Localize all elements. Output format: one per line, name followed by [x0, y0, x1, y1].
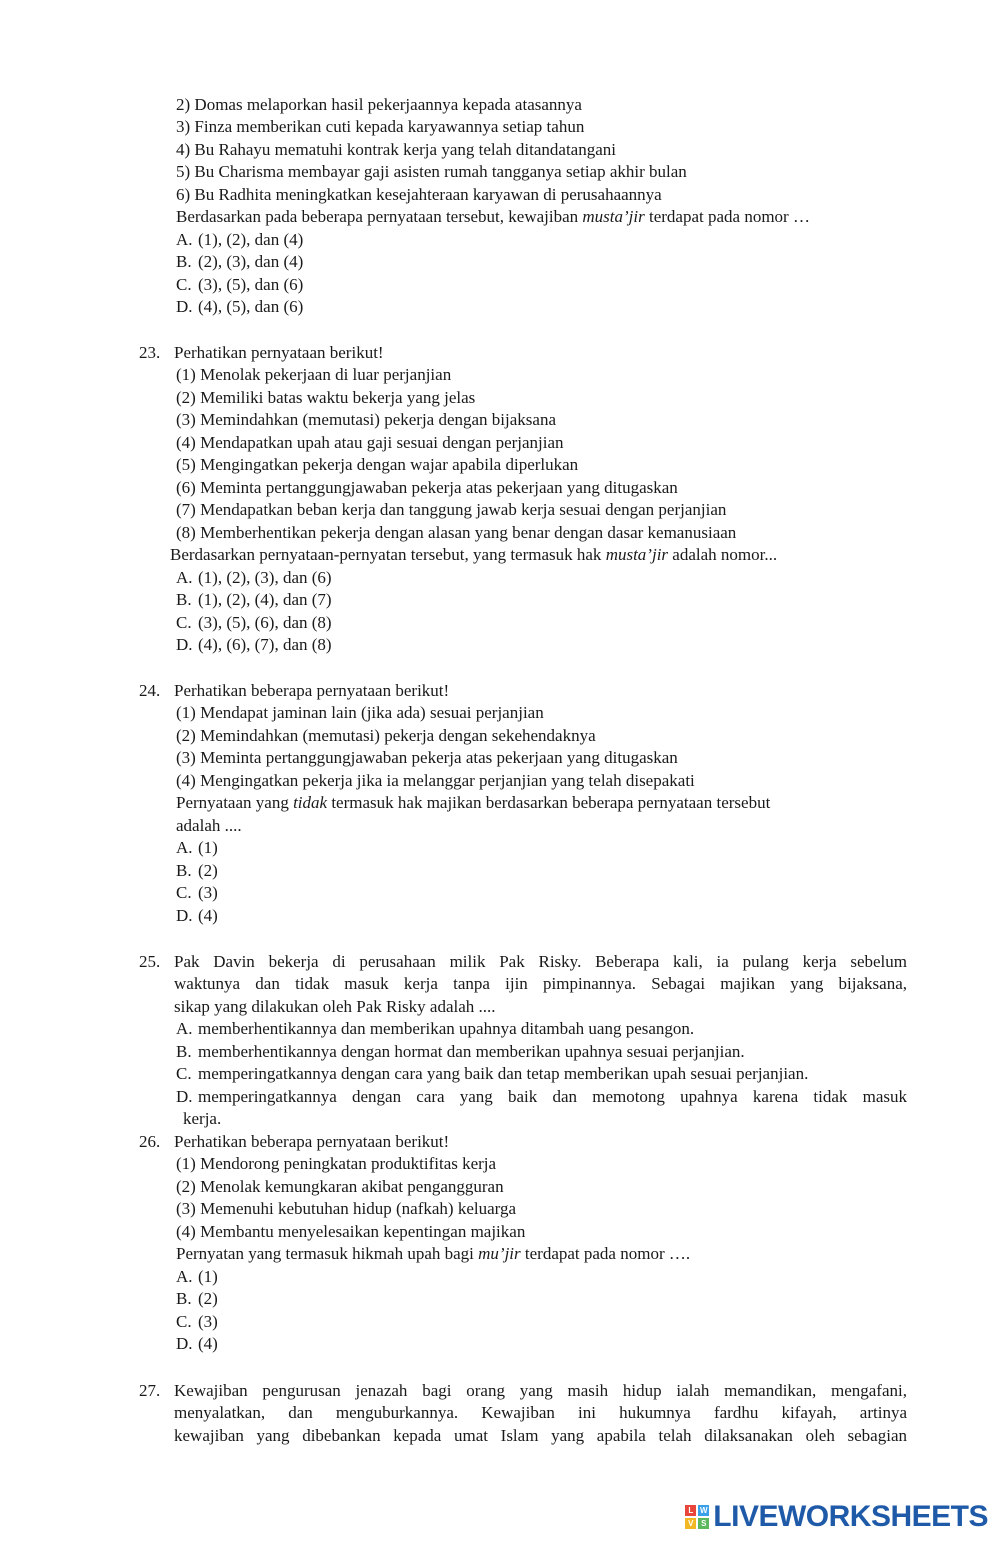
- list-item: (3) Memindahkan (memutasi) pekerja dengan bijaksana: [176, 410, 557, 429]
- question-text: Kewajiban pengurusan jenazah bagi orang yang masih hidup ialah memandikan, mengafani,: [174, 1381, 907, 1400]
- list-item: (4) Mengingatkan pekerja jika ia melanggar perjanjian yang telah disepakati: [176, 771, 695, 790]
- question-text: kewajiban yang dibebankan kepada umat Islam yang apabila telah dilaksanakan oleh sebagian: [174, 1426, 907, 1445]
- list-item: 6) Bu Radhita meningkatkan kesejahteraan karyawan di perusahaannya: [176, 185, 662, 204]
- liveworksheets-logo: [685, 1500, 988, 1534]
- answer-option-b[interactable]: B. (2): [176, 1289, 218, 1308]
- question-number: 24.: [139, 681, 161, 700]
- question-prompt: Pernyataan yang tidak termasuk hak majikan berdasarkan beberapa pernyataan tersebut: [176, 793, 771, 812]
- answer-option-c[interactable]: C. (3): [176, 1312, 218, 1331]
- answer-option-d[interactable]: D. (4), (6), (7), dan (8): [176, 635, 332, 654]
- logo-tile: L: [685, 1505, 696, 1516]
- question-number: 27.: [139, 1381, 161, 1400]
- question-text: menyalatkan, dan menguburkannya. Kewajiban ini hukumnya fardhu kifayah, artinya: [174, 1403, 907, 1422]
- list-item: (1) Menolak pekerjaan di luar perjanjian: [176, 365, 452, 384]
- list-item: (3) Meminta pertanggungjawaban pekerja atas pekerjaan yang ditugaskan: [176, 748, 678, 767]
- answer-option-c[interactable]: C. (3), (5), (6), dan (8): [176, 613, 332, 632]
- list-item: (3) Memenuhi kebutuhan hidup (nafkah) keluarga: [176, 1199, 517, 1218]
- list-item: 4) Bu Rahayu mematuhi kontrak kerja yang telah ditandatangani: [176, 140, 616, 159]
- list-item: 5) Bu Charisma membayar gaji asisten rumah tangganya setiap akhir bulan: [176, 162, 687, 181]
- list-item: (4) Mendapatkan upah atau gaji sesuai dengan perjanjian: [176, 433, 564, 452]
- list-item: (7) Mendapatkan beban kerja dan tanggung jawab kerja sesuai dengan perjanjian: [176, 500, 727, 519]
- list-item: 3) Finza memberikan cuti kepada karyawannya setiap tahun: [176, 117, 585, 136]
- answer-option-a[interactable]: A. (1): [176, 838, 218, 857]
- list-item: 2) Domas melaporkan hasil pekerjaannya kepada atasannya: [176, 95, 582, 114]
- liveworksheets-icon: [685, 1505, 709, 1529]
- logo-tile: W: [700, 1506, 708, 1515]
- list-item: (2) Menolak kemungkaran akibat pengangguran: [176, 1177, 504, 1196]
- answer-option-c[interactable]: C. memperingatkannya dengan cara yang baik dan tetap memberikan upah sesuai perjanjian.: [176, 1064, 809, 1083]
- question-number: 26.: [139, 1132, 161, 1151]
- list-item: (4) Membantu menyelesaikan kepentingan majikan: [176, 1222, 526, 1241]
- question-prompt: Berdasarkan pada beberapa pernyataan tersebut, kewajiban musta’jir terdapat pada nomor …: [176, 207, 810, 226]
- list-item: (2) Memindahkan (memutasi) pekerja dengan sekehendaknya: [176, 726, 596, 745]
- question-text: sikap yang dilakukan oleh Pak Risky adalah ....: [174, 997, 496, 1016]
- question-prompt: Berdasarkan pernyataan-pernyatan tersebut, yang termasuk hak musta’jir adalah nomor...: [170, 545, 778, 564]
- answer-option-d[interactable]: D. (4), (5), dan (6): [176, 297, 304, 316]
- answer-option-b[interactable]: B. (2): [176, 861, 218, 880]
- question-number: 25.: [139, 952, 161, 971]
- answer-option-b[interactable]: B. (1), (2), (4), dan (7): [176, 590, 332, 609]
- list-item: (2) Memiliki batas waktu bekerja yang jelas: [176, 388, 476, 407]
- logo-tile: V: [685, 1518, 696, 1529]
- question-text: Pak Davin bekerja di perusahaan milik Pak Risky. Beberapa kali, ia pulang kerja sebelum: [174, 952, 907, 971]
- answer-option-a[interactable]: A. (1), (2), dan (4): [176, 230, 304, 249]
- answer-option-d-cont: kerja.: [183, 1109, 222, 1128]
- logo-tile: S: [698, 1518, 709, 1529]
- list-item: (5) Mengingatkan pekerja dengan wajar apabila diperlukan: [176, 455, 579, 474]
- question-prompt: Pernyatan yang termasuk hikmah upah bagi mu’jir terdapat pada nomor ….: [176, 1244, 691, 1263]
- question-number: 23.: [139, 343, 161, 362]
- question-text: waktunya dan tidak masuk kerja tanpa ijin pimpinannya. Sebagai majikan yang bijaksana,: [174, 974, 907, 993]
- question-title: Perhatikan beberapa pernyataan berikut!: [174, 1132, 450, 1151]
- list-item: (6) Meminta pertanggungjawaban pekerja atas pekerjaan yang ditugaskan: [176, 478, 678, 497]
- answer-option-b[interactable]: B. (2), (3), dan (4): [176, 252, 304, 271]
- answer-option-d[interactable]: D. (4): [176, 906, 218, 925]
- answer-option-d[interactable]: D. memperingatkannya dengan cara yang baik dan memotong upahnya karena tidak masuk: [176, 1087, 907, 1106]
- brand-name: LIVEWORKSHEETS: [713, 1500, 988, 1533]
- answer-option-b[interactable]: B. memberhentikannya dengan hormat dan memberikan upahnya sesuai perjanjian.: [176, 1042, 745, 1061]
- answer-option-a[interactable]: A. memberhentikannya dan memberikan upahnya ditambah uang pesangon.: [176, 1019, 695, 1038]
- answer-option-d[interactable]: D. (4): [176, 1334, 218, 1353]
- question-title: Perhatikan beberapa pernyataan berikut!: [174, 681, 450, 700]
- list-item: (8) Memberhentikan pekerja dengan alasan yang benar dengan dasar kemanusiaan: [176, 523, 737, 542]
- answer-option-c[interactable]: C. (3): [176, 883, 218, 902]
- answer-option-c[interactable]: C. (3), (5), dan (6): [176, 275, 304, 294]
- answer-option-a[interactable]: A. (1): [176, 1267, 218, 1286]
- question-title: Perhatikan pernyataan berikut!: [174, 343, 384, 362]
- answer-option-a[interactable]: A. (1), (2), (3), dan (6): [176, 568, 332, 587]
- list-item: (1) Mendorong peningkatan produktifitas kerja: [176, 1154, 497, 1173]
- list-item: (1) Mendapat jaminan lain (jika ada) sesuai perjanjian: [176, 703, 544, 722]
- question-prompt-cont: adalah ....: [176, 816, 242, 835]
